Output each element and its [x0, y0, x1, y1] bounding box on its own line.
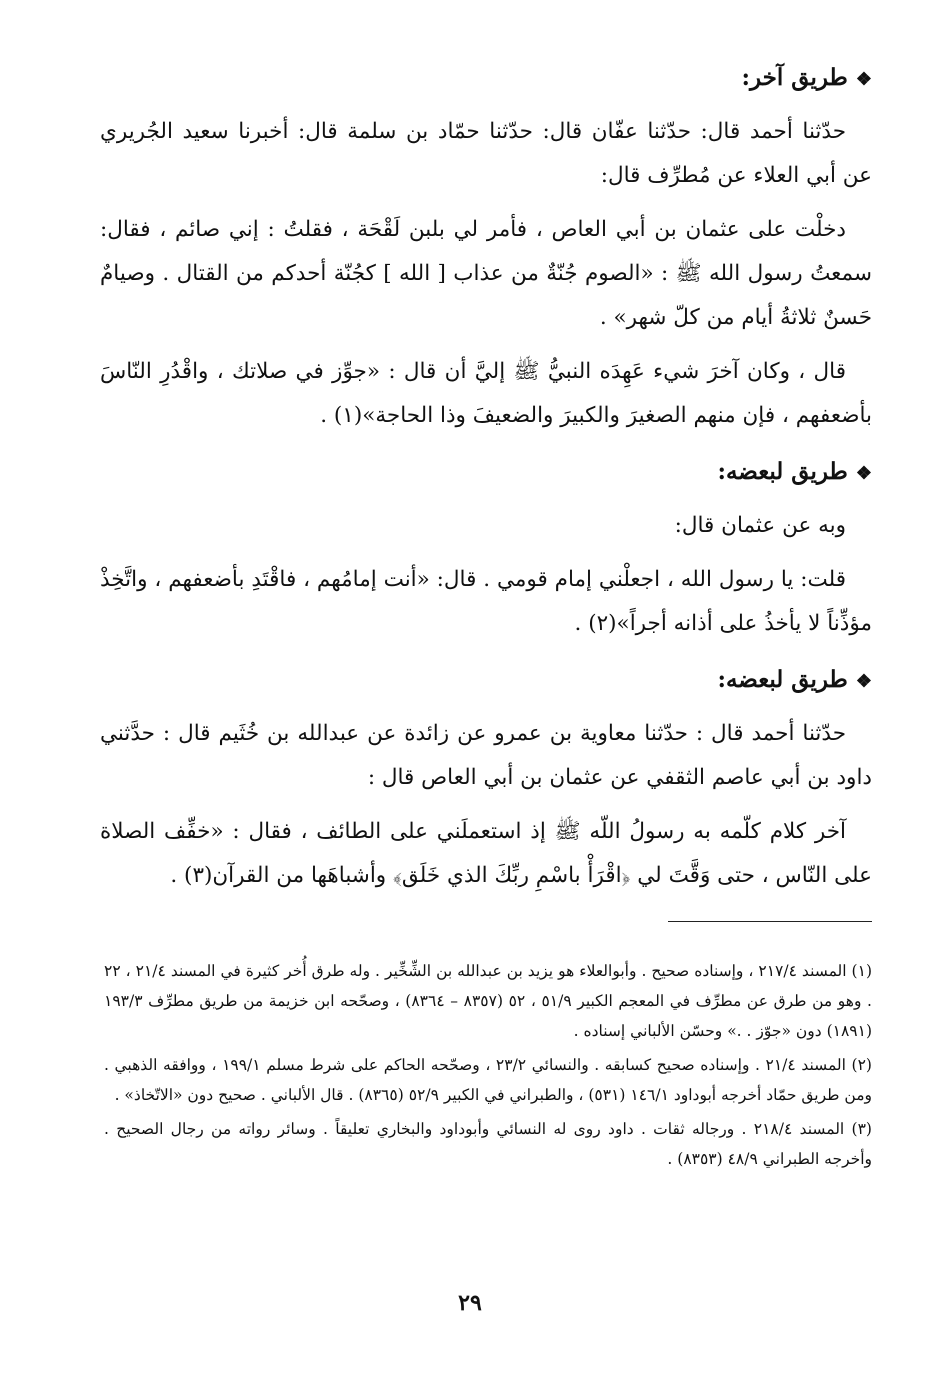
- paragraph: قال ، وكان آخرَ شيء عَهِدَه النبيُّ ﷺ إليَّ أن قال : «جوِّز في صلاتك ، واقْدُرِ النّاسَ بأضعفهم ، فإن منهم الصغيرَ والكبيرَ والضعيفَ وذا الحاجة»(١) .: [100, 359, 872, 428]
- footnote: (١) المسند ٢١٧/٤ ، وإسناده صحيح . وأبوالعلاء هو يزيد بن عبدالله بن الشِّخِّير . وله طرق أُخر كثيرة في المسند ٢١/٤ ، ٢٢ . وهو من طرق عن مطرِّف في المعجم الكبير ٥١/٩ ، ٥٢ (٨٣٥٧ – ٨٣٦٤) ، وصحّحه ابن خزيمة من طريق مطرِّف ١٩٣/٣ (١٨٩١) دون «جوّز . .» وحسّن الألباني إسناده .: [104, 962, 872, 1040]
- bullet-icon: ❖: [855, 671, 872, 692]
- footnote: (٣) المسند ٢١٨/٤ . ورجاله ثقات . داود روى له النسائي وأبوداود والبخاري تعليقاً . وسائر رواته من رجال الصحيح . وأخرجه الطبراني ٤٨/٩ (٨٣٥٣) .: [104, 1120, 872, 1168]
- footnotes: [104, 956, 872, 1178]
- bullet-icon: ❖: [855, 69, 872, 90]
- section-heading: [100, 58, 872, 100]
- bullet-icon: ❖: [855, 463, 872, 484]
- section-heading: [100, 660, 872, 702]
- footnote-separator: [668, 921, 872, 922]
- paragraph: حدّثنا أحمد قال: حدّثنا عفّان قال: حدّثنا حمّاد بن سلمة قال: أخبرنا سعيد الجُريري عن أبي العلاء عن مُطرِّف قال:: [100, 119, 872, 188]
- heading-text: طريق لبعضه:: [717, 666, 848, 693]
- paragraph: حدّثنا أحمد قال : حدّثنا معاوية بن عمرو عن زائدة عن عبدالله بن خُثَيم قال : حدَّثني داود بن أبي عاصم الثقفي عن عثمان بن أبي العاص قال :: [100, 721, 872, 790]
- heading-text: طريق آخر:: [741, 64, 848, 91]
- main-text: [100, 58, 872, 898]
- page-number: ٢٩: [458, 1290, 482, 1316]
- section-heading: [100, 452, 872, 494]
- heading-text: طريق لبعضه:: [717, 458, 848, 485]
- footnote: (٢) المسند ٢١/٤ . وإسناده صحيح كسابقه . والنسائي ٢٣/٢ ، وصحّحه الحاكم على شرط مسلم ١٩٩/١ ، ووافقه الذهبي . ومن طريق حمّاد أخرجه أبوداود ١٤٦/١ (٥٣١) ، والطبراني في الكبير ٥٢/٩ (٨٣٦٥) . قال الألباني . صحيح دون «الاتّخاذ» .: [104, 1056, 872, 1104]
- paragraph: دخلْت على عثمان بن أبي العاص ، فأمر لي بلبن لَقْحَة ، فقلتُ : إني صائم ، فقال: سمعتُ رسول الله ﷺ : «الصوم جُنّةٌ من عذاب [ الله ] كجُنّة أحدكم من القتال . وصيامٌ حَسنٌ ثلاثةُ أيام من كلّ شهر» .: [100, 217, 872, 330]
- paragraph: آخر كلام كلّمه به رسولُ اللّه ﷺ إذ استعملَني على الطائف ، فقال : «خفِّف الصلاة على النّاس ، حتى وَقَّتَ لي ﴿اقْرَأْ باسْمِ ربِّكَ الذي خَلَق﴾ وأشباهَها من القرآن(٣) .: [100, 819, 872, 888]
- paragraph: قلت: يا رسول الله ، اجعلْني إمام قومي . قال: «أنت إمامُهم ، فاقْتَدِ بأضعفهم ، واتَّخِذْ مؤذِّناً لا يأخذُ على أذانه أجراً»(٢) .: [100, 567, 872, 636]
- paragraph: وبه عن عثمان قال:: [674, 513, 846, 538]
